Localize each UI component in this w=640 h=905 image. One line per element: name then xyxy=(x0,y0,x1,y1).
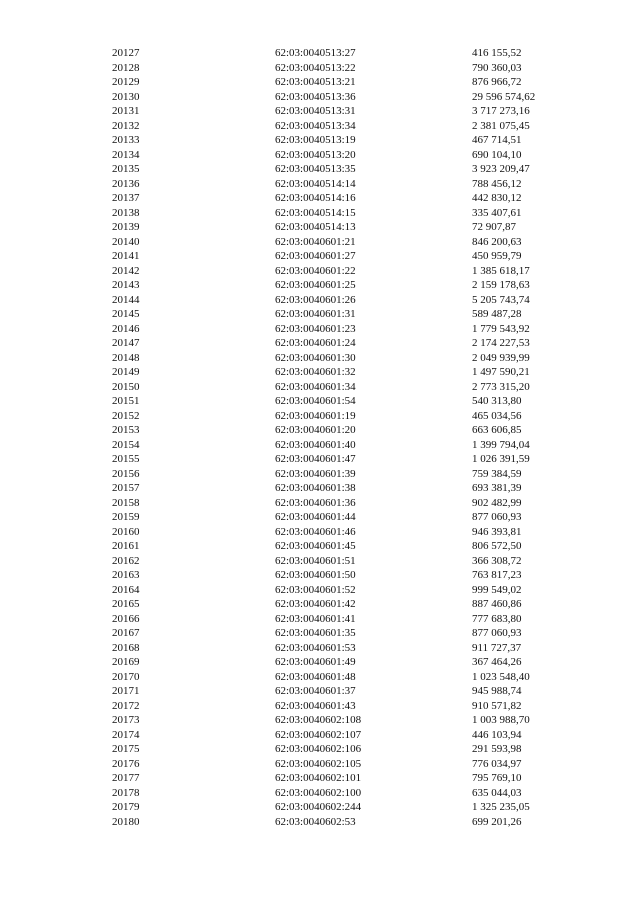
cadastral-value: 29 596 574,62 xyxy=(472,90,536,103)
row-number: 20161 xyxy=(112,540,140,552)
table-row xyxy=(0,220,640,235)
cadastral-number: 62:03:0040601:45 xyxy=(275,540,356,552)
row-number: 20164 xyxy=(112,583,140,596)
row-number: 20153 xyxy=(112,424,140,436)
row-number: 20130 xyxy=(112,90,140,103)
row-number: 20158 xyxy=(112,496,140,509)
row-number: 20170 xyxy=(112,670,140,683)
row-number: 20179 xyxy=(112,801,140,813)
table-row xyxy=(0,133,640,148)
cadastral-value: 910 571,82 xyxy=(472,699,522,712)
cadastral-value: 877 060,93 xyxy=(472,511,522,523)
row-number: 20163 xyxy=(112,569,140,581)
cadastral-value: 2 381 075,45 xyxy=(472,119,530,132)
row-number: 20145 xyxy=(112,308,140,320)
table-row xyxy=(0,438,640,453)
row-number: 20162 xyxy=(112,554,140,567)
cadastral-number: 62:03:0040514:15 xyxy=(275,206,356,219)
cadastral-value: 877 060,93 xyxy=(472,627,522,639)
table-row xyxy=(0,786,640,801)
table-row xyxy=(0,554,640,569)
cadastral-number: 62:03:0040601:49 xyxy=(275,656,356,668)
cadastral-number: 62:03:0040601:53 xyxy=(275,641,356,654)
table-row xyxy=(0,742,640,757)
cadastral-value: 2 773 315,20 xyxy=(472,380,530,393)
cadastral-number: 62:03:0040601:42 xyxy=(275,598,356,610)
cadastral-number: 62:03:0040601:32 xyxy=(275,366,356,378)
cadastral-number: 62:03:0040601:40 xyxy=(275,438,356,451)
row-number: 20156 xyxy=(112,467,140,480)
table-row xyxy=(0,119,640,134)
row-number: 20175 xyxy=(112,743,140,755)
table-row xyxy=(0,322,640,337)
cadastral-value: 291 593,98 xyxy=(472,743,522,755)
cadastral-value: 902 482,99 xyxy=(472,496,522,509)
cadastral-number: 62:03:0040514:16 xyxy=(275,192,356,204)
table-row xyxy=(0,597,640,612)
cadastral-number: 62:03:0040513:19 xyxy=(275,134,356,146)
cadastral-value: 945 988,74 xyxy=(472,685,522,697)
table-row xyxy=(0,409,640,424)
cadastral-value: 788 456,12 xyxy=(472,177,522,190)
cadastral-number: 62:03:0040601:23 xyxy=(275,322,356,335)
row-number: 20149 xyxy=(112,366,140,378)
row-number: 20147 xyxy=(112,337,140,349)
cadastral-value: 3 717 273,16 xyxy=(472,105,530,117)
cadastral-value: 2 159 178,63 xyxy=(472,279,530,291)
cadastral-number: 62:03:0040601:37 xyxy=(275,685,356,697)
row-number: 20174 xyxy=(112,728,140,741)
cadastral-value: 1 026 391,59 xyxy=(472,453,530,465)
cadastral-number: 62:03:0040601:34 xyxy=(275,380,356,393)
row-number: 20140 xyxy=(112,235,140,248)
row-number: 20129 xyxy=(112,76,140,88)
cadastral-value: 442 830,12 xyxy=(472,192,522,204)
cadastral-number: 62:03:0040513:22 xyxy=(275,61,356,74)
table-row xyxy=(0,539,640,554)
cadastral-value: 663 606,85 xyxy=(472,424,522,436)
cadastral-number: 62:03:0040601:54 xyxy=(275,395,356,407)
row-number: 20138 xyxy=(112,206,140,219)
table-row xyxy=(0,351,640,366)
cadastral-value: 1 779 543,92 xyxy=(472,322,530,335)
table-row xyxy=(0,61,640,76)
cadastral-value: 1 497 590,21 xyxy=(472,366,530,378)
row-number: 20135 xyxy=(112,163,140,175)
cadastral-value: 1 385 618,17 xyxy=(472,264,530,277)
cadastral-number: 62:03:0040601:25 xyxy=(275,279,356,291)
row-number: 20165 xyxy=(112,598,140,610)
row-number: 20136 xyxy=(112,177,140,190)
table-row xyxy=(0,612,640,627)
cadastral-number: 62:03:0040601:20 xyxy=(275,424,356,436)
row-number: 20137 xyxy=(112,192,140,204)
cadastral-value: 5 205 743,74 xyxy=(472,293,530,306)
row-number: 20167 xyxy=(112,627,140,639)
table-row xyxy=(0,307,640,322)
table-row xyxy=(0,699,640,714)
row-number: 20166 xyxy=(112,612,140,625)
row-number: 20134 xyxy=(112,148,140,161)
cadastral-value: 693 381,39 xyxy=(472,482,522,494)
cadastral-number: 62:03:0040601:51 xyxy=(275,554,356,567)
cadastral-value: 589 487,28 xyxy=(472,308,522,320)
cadastral-value: 946 393,81 xyxy=(472,525,522,538)
table-row xyxy=(0,670,640,685)
cadastral-number: 62:03:0040513:36 xyxy=(275,90,356,103)
row-number: 20144 xyxy=(112,293,140,306)
cadastral-number: 62:03:0040601:26 xyxy=(275,293,356,306)
table-row xyxy=(0,235,640,250)
cadastral-value: 887 460,86 xyxy=(472,598,522,610)
cadastral-number: 62:03:0040513:34 xyxy=(275,119,356,132)
row-number: 20128 xyxy=(112,61,140,74)
cadastral-number: 62:03:0040514:13 xyxy=(275,221,356,233)
cadastral-value: 446 103,94 xyxy=(472,728,522,741)
cadastral-value: 335 407,61 xyxy=(472,206,522,219)
row-number: 20132 xyxy=(112,119,140,132)
table-row xyxy=(0,510,640,525)
table-row xyxy=(0,684,640,699)
cadastral-value: 416 155,52 xyxy=(472,47,522,59)
row-number: 20146 xyxy=(112,322,140,335)
cadastral-value: 540 313,80 xyxy=(472,395,522,407)
row-number: 20157 xyxy=(112,482,140,494)
cadastral-value: 911 727,37 xyxy=(472,641,522,654)
row-number: 20148 xyxy=(112,351,140,364)
table-row xyxy=(0,757,640,772)
table-row xyxy=(0,90,640,105)
cadastral-number: 62:03:0040602:101 xyxy=(275,772,362,784)
table-row xyxy=(0,191,640,206)
cadastral-number: 62:03:0040601:27 xyxy=(275,250,356,262)
table-row xyxy=(0,641,640,656)
cadastral-number: 62:03:0040602:244 xyxy=(275,801,362,813)
cadastral-number: 62:03:0040601:35 xyxy=(275,627,356,639)
cadastral-number: 62:03:0040601:24 xyxy=(275,337,356,349)
table-row xyxy=(0,728,640,743)
cadastral-number: 62:03:0040514:14 xyxy=(275,177,356,190)
cadastral-value: 1 023 548,40 xyxy=(472,670,530,683)
cadastral-value: 846 200,63 xyxy=(472,235,522,248)
row-number: 20160 xyxy=(112,525,140,538)
cadastral-number: 62:03:0040513:27 xyxy=(275,47,356,59)
table-row xyxy=(0,800,640,815)
cadastral-number: 62:03:0040601:44 xyxy=(275,511,356,523)
cadastral-value: 635 044,03 xyxy=(472,786,522,799)
cadastral-number: 62:03:0040601:52 xyxy=(275,583,356,596)
cadastral-number: 62:03:0040602:108 xyxy=(275,714,362,726)
cadastral-value: 1 003 988,70 xyxy=(472,714,530,726)
row-number: 20151 xyxy=(112,395,140,407)
row-number: 20177 xyxy=(112,772,140,784)
cadastral-value: 3 923 209,47 xyxy=(472,163,530,175)
row-number: 20133 xyxy=(112,134,140,146)
row-number: 20152 xyxy=(112,409,140,422)
table-row xyxy=(0,249,640,264)
table-row xyxy=(0,583,640,598)
cadastral-value: 699 201,26 xyxy=(472,815,522,828)
table-row xyxy=(0,713,640,728)
table-row xyxy=(0,75,640,90)
table-row xyxy=(0,525,640,540)
row-number: 20154 xyxy=(112,438,140,451)
cadastral-value: 467 714,51 xyxy=(472,134,522,146)
cadastral-number: 62:03:0040602:106 xyxy=(275,743,362,755)
table-row xyxy=(0,655,640,670)
table-row xyxy=(0,148,640,163)
table-row xyxy=(0,365,640,380)
table-row xyxy=(0,771,640,786)
cadastral-number: 62:03:0040602:100 xyxy=(275,786,362,799)
cadastral-number: 62:03:0040602:107 xyxy=(275,728,362,741)
cadastral-number: 62:03:0040601:21 xyxy=(275,235,356,248)
row-number: 20142 xyxy=(112,264,140,277)
cadastral-value: 876 966,72 xyxy=(472,76,522,88)
cadastral-value: 465 034,56 xyxy=(472,409,522,422)
cadastral-value: 795 769,10 xyxy=(472,772,522,784)
table-row xyxy=(0,264,640,279)
cadastral-value: 2 049 939,99 xyxy=(472,351,530,364)
row-number: 20168 xyxy=(112,641,140,654)
table-row xyxy=(0,394,640,409)
row-number: 20150 xyxy=(112,380,140,393)
table-row xyxy=(0,467,640,482)
table-row xyxy=(0,380,640,395)
cadastral-number: 62:03:0040601:43 xyxy=(275,699,356,712)
table-row xyxy=(0,452,640,467)
row-number: 20141 xyxy=(112,250,140,262)
row-number: 20172 xyxy=(112,699,140,712)
table-row xyxy=(0,568,640,583)
table-row xyxy=(0,626,640,641)
cadastral-number: 62:03:0040601:22 xyxy=(275,264,356,277)
cadastral-number: 62:03:0040601:39 xyxy=(275,467,356,480)
cadastral-value: 2 174 227,53 xyxy=(472,337,530,349)
cadastral-value: 367 464,26 xyxy=(472,656,522,668)
row-number: 20127 xyxy=(112,47,140,59)
cadastral-value: 690 104,10 xyxy=(472,148,522,161)
cadastral-value: 759 384,59 xyxy=(472,467,522,480)
cadastral-number: 62:03:0040601:31 xyxy=(275,308,356,320)
cadastral-number: 62:03:0040601:36 xyxy=(275,496,356,509)
table-row xyxy=(0,481,640,496)
cadastral-value: 790 360,03 xyxy=(472,61,522,74)
row-number: 20143 xyxy=(112,279,140,291)
cadastral-number: 62:03:0040601:46 xyxy=(275,525,356,538)
cadastral-value: 366 308,72 xyxy=(472,554,522,567)
table-row xyxy=(0,177,640,192)
table-row xyxy=(0,815,640,830)
table-row xyxy=(0,293,640,308)
cadastral-number: 62:03:0040513:20 xyxy=(275,148,356,161)
table-row xyxy=(0,336,640,351)
cadastral-value: 999 549,02 xyxy=(472,583,522,596)
table-row xyxy=(0,46,640,61)
cadastral-value: 777 683,80 xyxy=(472,612,522,625)
cadastral-value: 1 399 794,04 xyxy=(472,438,530,451)
row-number: 20131 xyxy=(112,105,140,117)
cadastral-number: 62:03:0040601:50 xyxy=(275,569,356,581)
row-number: 20155 xyxy=(112,453,140,465)
table-row xyxy=(0,162,640,177)
cadastral-number: 62:03:0040601:48 xyxy=(275,670,356,683)
cadastral-number: 62:03:0040602:105 xyxy=(275,757,362,770)
cadastral-value: 806 572,50 xyxy=(472,540,522,552)
row-number: 20139 xyxy=(112,221,140,233)
cadastral-number: 62:03:0040601:41 xyxy=(275,612,356,625)
cadastral-value: 763 817,23 xyxy=(472,569,522,581)
table-row xyxy=(0,104,640,119)
cadastral-number: 62:03:0040601:38 xyxy=(275,482,356,494)
cadastral-number: 62:03:0040602:53 xyxy=(275,815,356,828)
cadastral-number: 62:03:0040513:21 xyxy=(275,76,356,88)
cadastral-number: 62:03:0040513:35 xyxy=(275,163,356,175)
row-number: 20169 xyxy=(112,656,140,668)
cadastral-number: 62:03:0040513:31 xyxy=(275,105,356,117)
cadastral-number: 62:03:0040601:19 xyxy=(275,409,356,422)
row-number: 20180 xyxy=(112,815,140,828)
row-number: 20173 xyxy=(112,714,140,726)
table-row xyxy=(0,278,640,293)
cadastral-value: 1 325 235,05 xyxy=(472,801,530,813)
cadastral-number: 62:03:0040601:30 xyxy=(275,351,356,364)
cadastral-value: 776 034,97 xyxy=(472,757,522,770)
table-row xyxy=(0,496,640,511)
table-row xyxy=(0,206,640,221)
row-number: 20171 xyxy=(112,685,140,697)
row-number: 20178 xyxy=(112,786,140,799)
cadastral-value: 450 959,79 xyxy=(472,250,522,262)
table-row xyxy=(0,423,640,438)
row-number: 20159 xyxy=(112,511,140,523)
row-number: 20176 xyxy=(112,757,140,770)
cadastral-value: 72 907,87 xyxy=(472,221,516,233)
cadastral-number: 62:03:0040601:47 xyxy=(275,453,356,465)
